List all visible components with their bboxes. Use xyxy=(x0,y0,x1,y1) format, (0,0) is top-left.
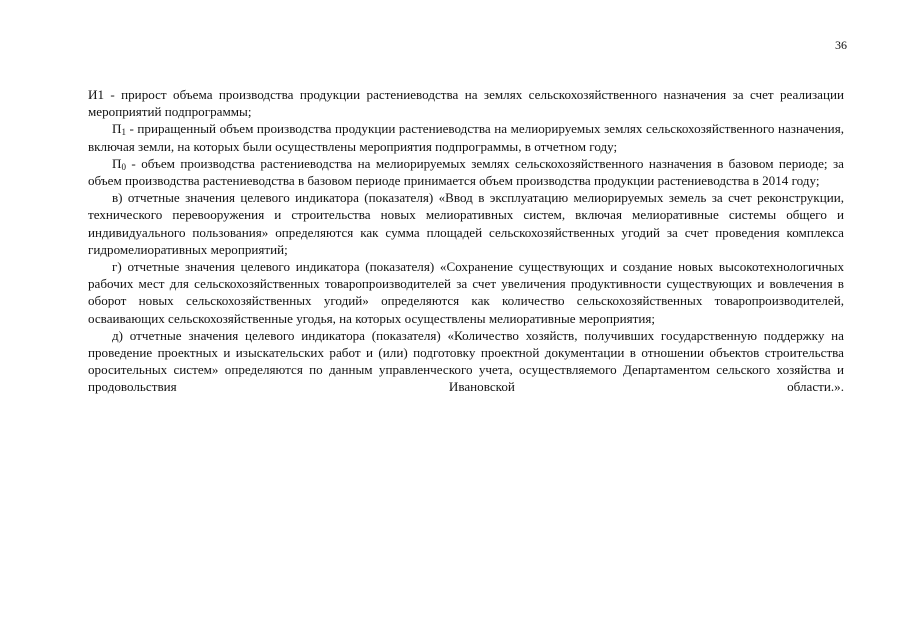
paragraph-text: - объем производства растениеводства на мелиорируемых землях сельскохозяйственного назначения в базовом периоде; за объем производства растениеводства в базовом периоде принимается объем производства продукции растениеводства в 2014 году; xyxy=(88,155,844,189)
page-number: 36 xyxy=(835,38,847,52)
symbol-subscript: 1 xyxy=(121,127,126,138)
paragraph-g xyxy=(88,258,844,327)
paragraph-text: г) отчетные значения целевого индикатора (показателя) «Сохранение существующих и создание новых высокотехнологичных рабочих мест для сельскохозяйственных товаропроизводителей за счет увеличения продуктивности существующих и вовлечения в оборот новых сельскохозяйственных угодий» определяются как количество сельскохозяйственных товаропроизводителей, осваивающих сельскохозяйственные угодья, на которых осуществлены мелиоративные мероприятия; xyxy=(88,259,844,326)
paragraph-v xyxy=(88,189,844,258)
paragraph-p1 xyxy=(88,120,844,154)
paragraph-text: - приращенный объем производства продукции растениеводства на мелиорируемых землях сельскохозяйственного назначения, включая земли, на которых были осуществлены мероприятия подпрограммы, в отчетном году; xyxy=(88,121,844,154)
document-body xyxy=(88,86,844,396)
symbol-p: П xyxy=(112,155,122,171)
paragraph-p0 xyxy=(88,155,844,189)
symbol-subscript: 0 xyxy=(121,161,126,172)
paragraph-i1 xyxy=(88,86,844,120)
symbol-p: П xyxy=(112,121,122,137)
paragraph-text: И1 - прирост объема производства продукции растениеводства на землях сельскохозяйственного назначения за счет реализации мероприятий подпрограммы; xyxy=(88,87,844,120)
paragraph-text: д) отчетные значения целевого индикатора (показателя) «Количество хозяйств, получивших государственную поддержку на проведение проектных и изыскательских работ и (или) подготовку проектной документации в отношении объектов строительства оросительных систем» определяются по данным управленческого учета, осуществляемого Департаментом сельского хозяйства и продовольствия Ивановской области.». xyxy=(88,327,844,395)
paragraph-text: в) отчетные значения целевого индикатора (показателя) «Ввод в эксплуатацию мелиорируемых земель за счет реконструкции, технического перевооружения и строительства новых мелиоративных систем, включая мелиоративные системы общего и индивидуального пользования» определяются как сумма площадей сельскохозяйственных угодий за счет проведения комплекса гидромелиоративных мероприятий; xyxy=(88,190,844,257)
paragraph-d xyxy=(88,327,844,396)
